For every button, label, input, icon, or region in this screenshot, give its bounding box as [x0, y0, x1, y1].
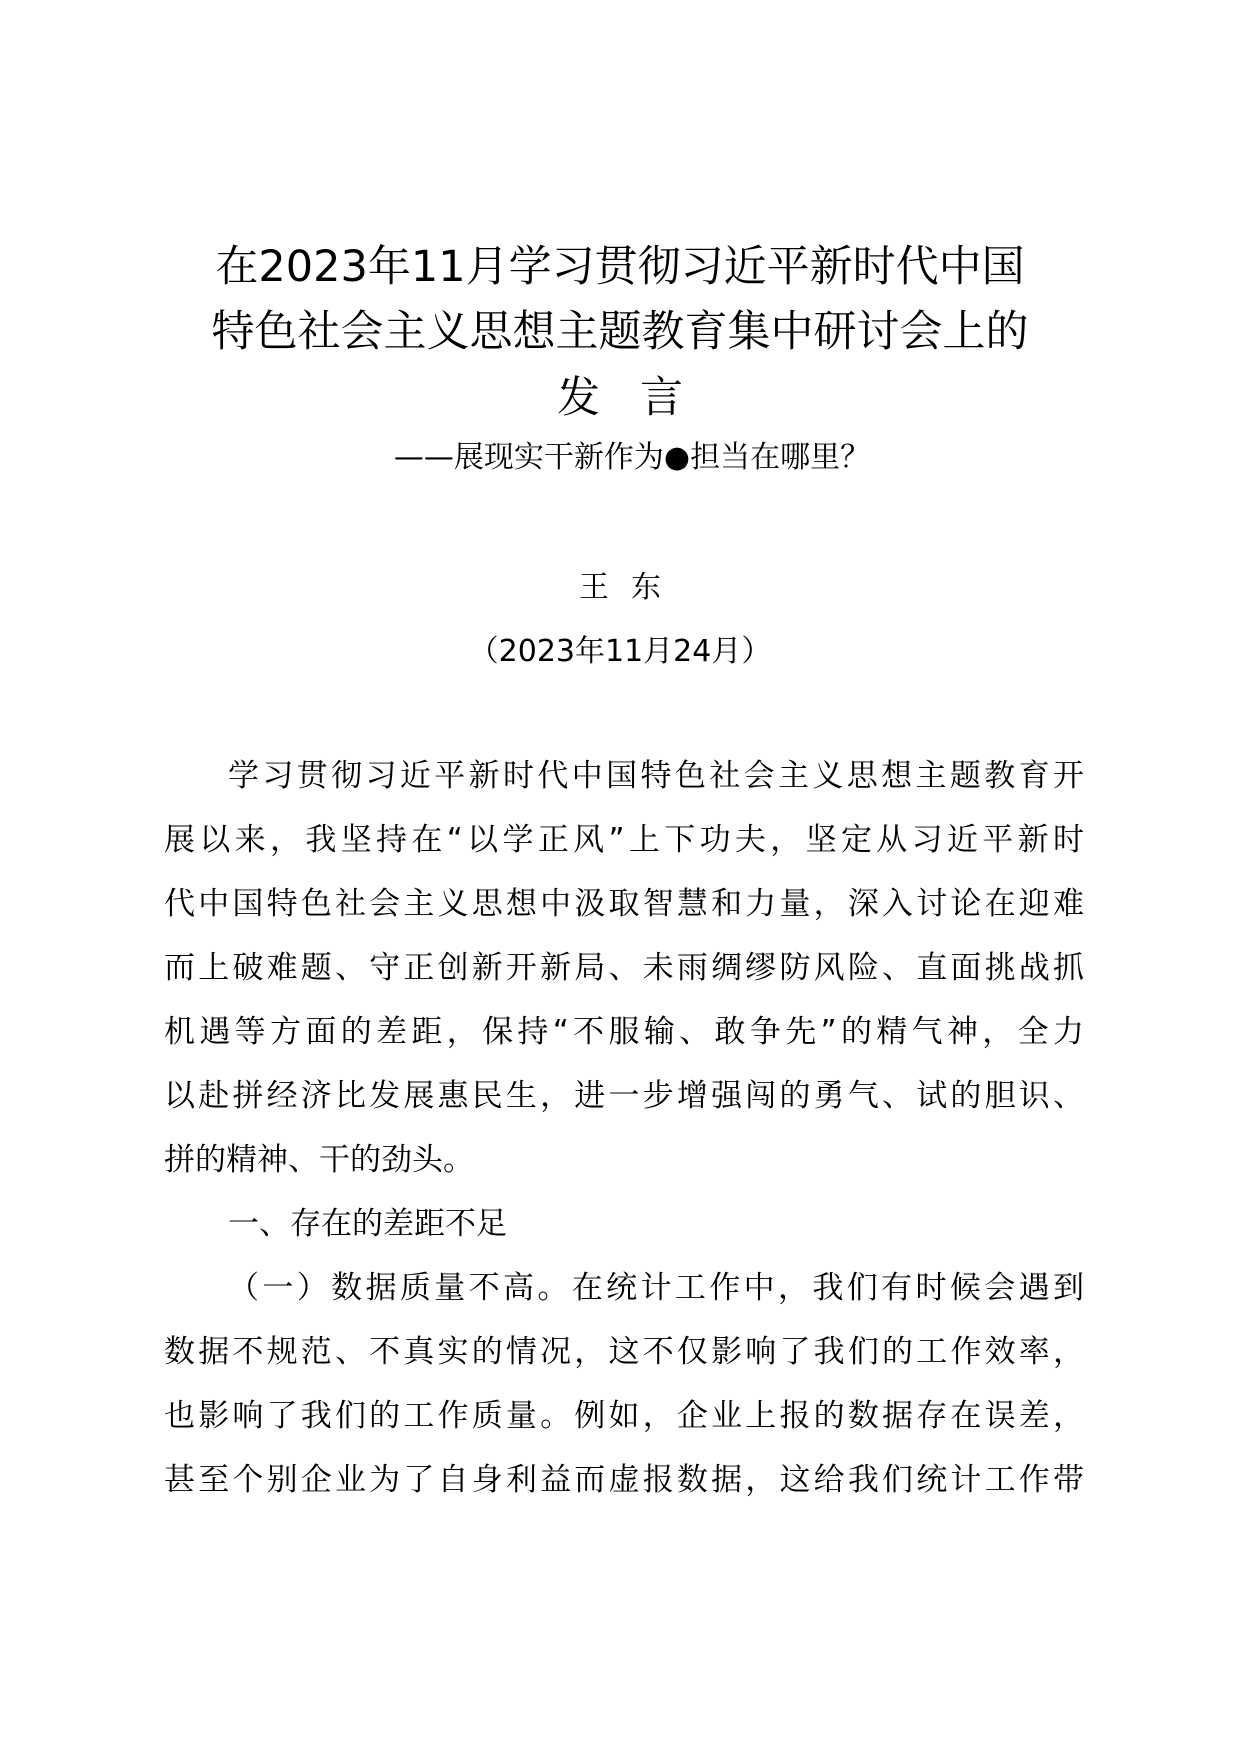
document-subtitle: ——展现实干新作为●担当在哪里？: [393, 440, 871, 475]
paragraph-1-line: 学习贯彻习近平新时代中国特色社会主义思想主题教育开: [228, 758, 1084, 794]
paragraph-1-line: 拼的精神、干的劲头。: [164, 1142, 474, 1178]
document-title-line-3: 发言: [557, 373, 723, 423]
paragraph-2-line: 也影响了我们的工作质量。例如，企业上报的数据存在误差，: [164, 1398, 1084, 1434]
document-title-line-1: 在2023年11月学习贯彻习近平新时代中国: [215, 242, 1025, 292]
paragraph-1-line: 机遇等方面的差距，保持“不服输、敢争先”的精气神，全力: [164, 1014, 1084, 1050]
paragraph-2-line: 数据不规范、不真实的情况，这不仅影响了我们的工作效率，: [164, 1334, 1084, 1370]
paragraph-2-line: （一）数据质量不高。在统计工作中，我们有时候会遇到: [228, 1270, 1084, 1306]
paragraph-1-line: 代中国特色社会主义思想中汲取智慧和力量，深入讨论在迎难: [164, 886, 1084, 922]
document-date: （2023年11月24月）: [468, 634, 772, 669]
paragraph-1-line: 以赴拼经济比发展惠民生，进一步增强闯的勇气、试的胆识、: [164, 1078, 1084, 1114]
paragraph-1-line: 展以来，我坚持在“以学正风”上下功夫，坚定从习近平新时: [164, 822, 1084, 858]
author-name: 王东: [579, 570, 683, 605]
document-title-line-2: 特色社会主义思想主题教育集中研讨会上的: [211, 307, 1029, 357]
section-heading: 一、存在的差距不足: [228, 1206, 507, 1242]
paragraph-2-line: 甚至个别企业为了自身利益而虚报数据，这给我们统计工作带: [164, 1462, 1084, 1498]
paragraph-1-line: 而上破难题、守正创新开新局、未雨绸缪防风险、直面挑战抓: [164, 950, 1084, 986]
